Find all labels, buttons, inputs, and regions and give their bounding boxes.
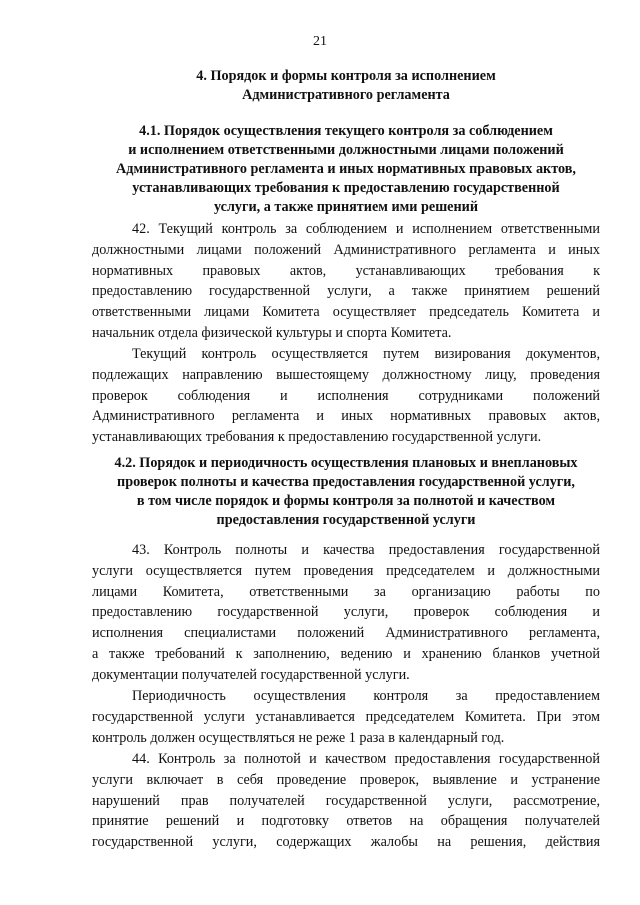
paragraph-44 xyxy=(92,749,600,853)
paragraph-42-continued xyxy=(92,344,600,448)
paragraph-line: 44. Контроль за полнотой и качеством предоставления государственной xyxy=(132,751,600,767)
subsection-title-line: предоставления государственной услуги xyxy=(216,512,476,528)
paragraph-line: нарушений прав получателей государственной услуги, рассмотрение, xyxy=(92,792,600,809)
paragraph-line: лицами Комитета, ответственными за организацию работы по xyxy=(92,583,600,600)
paragraph-line: государственной услуги устанавливается председателем Комитета. При этом xyxy=(92,708,600,725)
paragraph-line: а также требований к заполнению, ведению и хранению бланков учетной xyxy=(92,645,600,662)
paragraph-line: Периодичность осуществления контроля за предоставлением xyxy=(132,688,600,704)
paragraph-line: государственной услуги, содержащих жалобы на решения, действия xyxy=(92,834,600,851)
subsection-title-line: в том числе порядок и формы контроля за полнотой и качеством xyxy=(136,493,556,509)
paragraph-line: ответственными лицами Комитета осуществляет председатель Комитета и xyxy=(92,304,600,321)
paragraph-line: должностными лицами положений Административного регламента и иных xyxy=(92,241,600,258)
subsection-title-line: и исполнением ответственными должностными лицами положений xyxy=(128,142,564,158)
paragraph-line: принятие решений и подготовку ответов на обращения получателей xyxy=(92,813,600,830)
paragraph-line: услуги включает в себя проведение проверок, выявление и устранение xyxy=(92,771,600,788)
paragraph-line: подлежащих направлению вышестоящему должностному лицу, проведения xyxy=(92,366,600,383)
paragraph-line: предоставлению государственной услуги, а также принятием решений xyxy=(92,283,600,300)
paragraph-line: услуги осуществляется путем проведения председателем и должностными xyxy=(92,562,600,579)
paragraph-line: 42. Текущий контроль за соблюдением и исполнением ответственными xyxy=(132,221,600,237)
section-title xyxy=(92,67,600,105)
paragraph-line: предоставлению государственной услуги, проверок соблюдения и xyxy=(92,604,600,621)
subsection-title-line: услуги, а также принятием ими решений xyxy=(214,199,478,215)
section-title-line: 4. Порядок и формы контроля за исполнением xyxy=(196,68,496,84)
paragraph-line: 43. Контроль полноты и качества предоставления государственной xyxy=(132,542,600,558)
subsection-title-line: проверок полноты и качества предоставления государственной услуги, xyxy=(117,474,575,490)
paragraph-line: Текущий контроль осуществляется путем визирования документов, xyxy=(132,346,600,362)
paragraph-line: Административного регламента и иных нормативных правовых актов, xyxy=(92,408,600,425)
subsection-title-line: Административного регламента и иных нормативных правовых актов, xyxy=(116,161,576,177)
subsection-title-line: устанавливающих требования к предоставлению государственной xyxy=(132,180,560,196)
subsection-title-line: 4.2. Порядок и периодичность осуществления плановых и внеплановых xyxy=(114,455,578,471)
paragraph-line: контроль должен осуществляться не реже 1 раза в календарный год. xyxy=(92,729,505,746)
subsection-4-2-title xyxy=(92,454,600,530)
paragraph-line: устанавливающих требования к предоставлению государственной услуги. xyxy=(92,429,542,446)
subsection-4-1-title xyxy=(92,122,600,217)
paragraph-line: начальник отдела физической культуры и спорта Комитета. xyxy=(92,324,452,341)
paragraph-42 xyxy=(92,219,600,344)
paragraph-line: нормативных правовых актов, устанавливающих требования к xyxy=(92,262,600,279)
paragraph-43-continued xyxy=(92,686,600,748)
section-title-line: Административного регламента xyxy=(242,87,450,103)
page-number: 21 xyxy=(313,34,327,49)
paragraph-line: проверок соблюдения и исполнения сотрудниками положений xyxy=(92,387,600,404)
paragraph-line: исполнения специалистами положений Административного регламента, xyxy=(92,625,600,642)
paragraph-43 xyxy=(92,540,600,686)
subsection-title-line: 4.1. Порядок осуществления текущего контроля за соблюдением xyxy=(139,123,553,139)
paragraph-line: документации получателей государственной услуги. xyxy=(92,666,410,683)
